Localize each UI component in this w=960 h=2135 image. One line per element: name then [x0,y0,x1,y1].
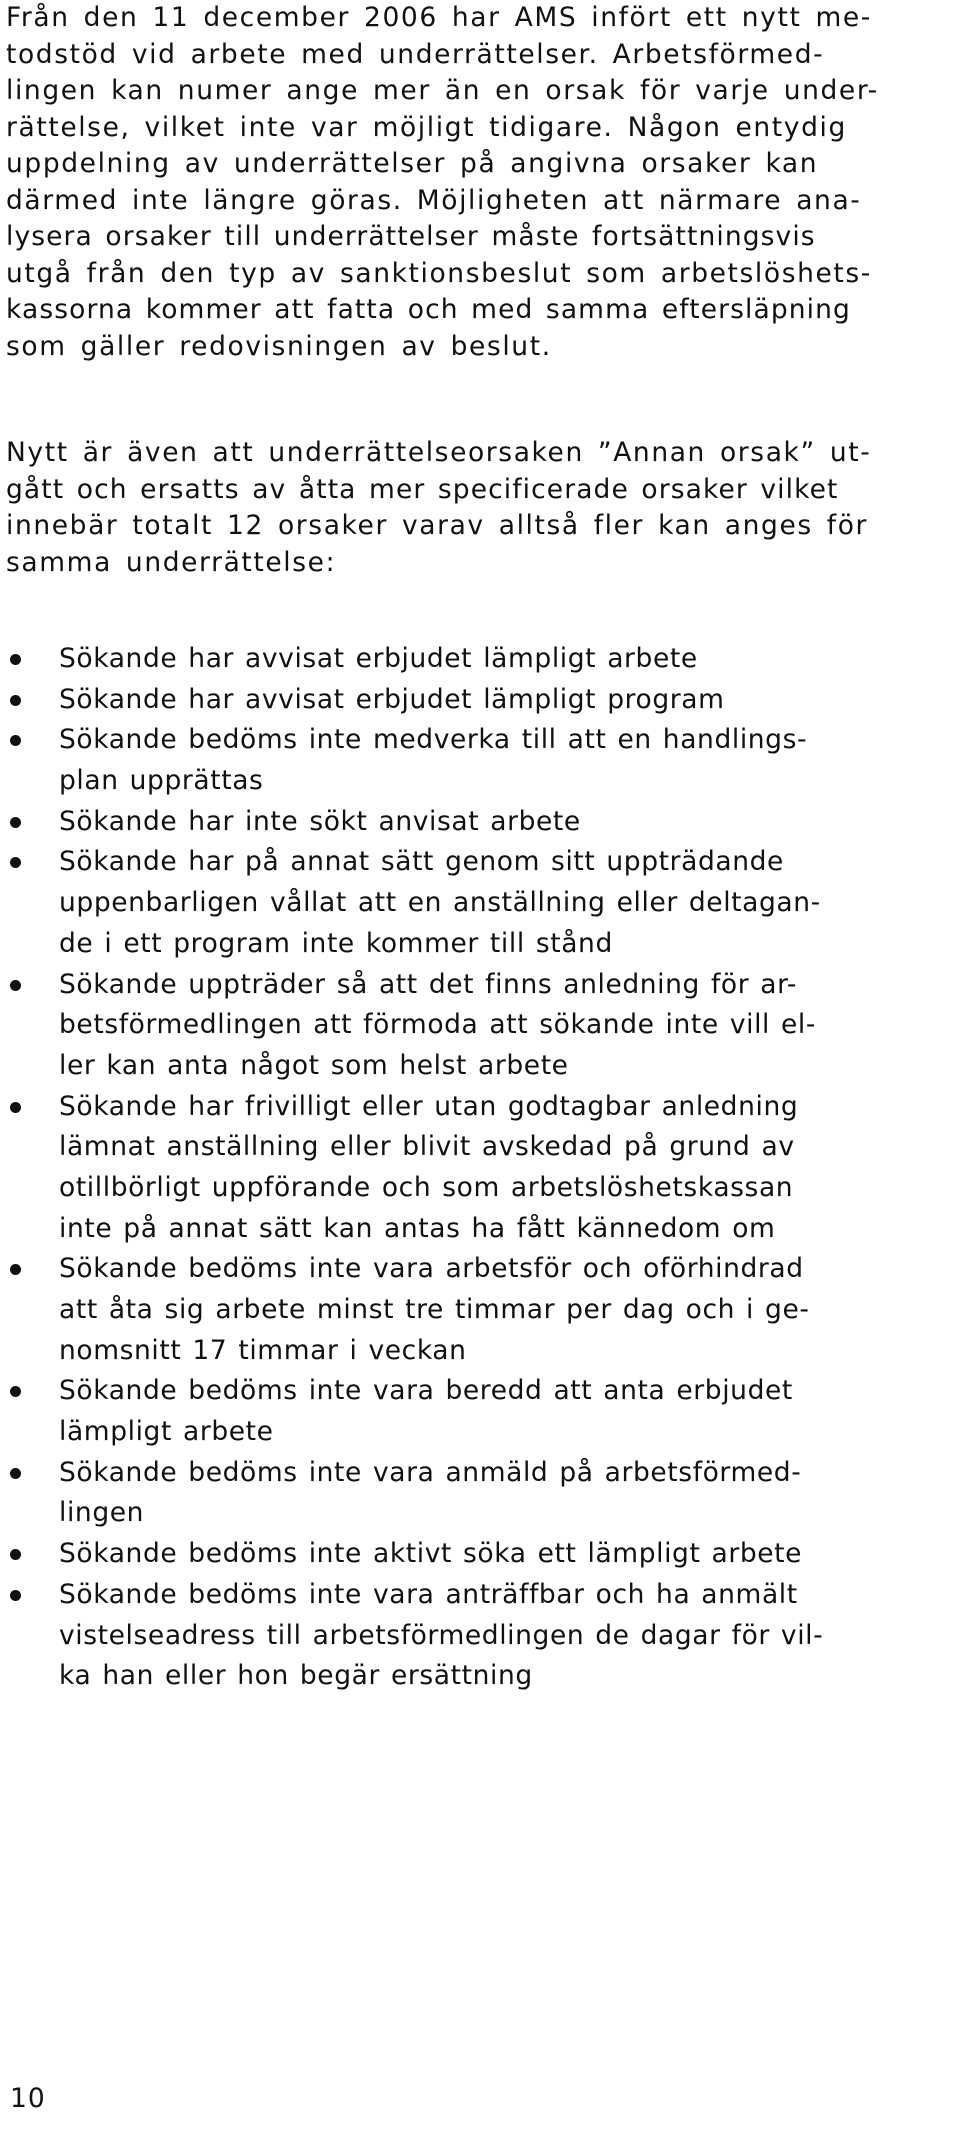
paragraph-line: därmed inte längre göras. Möjligheten att närmare ana- [6,184,862,216]
page-number: 10 [10,2083,46,2114]
paragraph-line: innebär totalt 12 orsaker varav alltså fler kan anges för [6,510,869,541]
paragraph-line: todstöd vid arbete med underrättelser. Arbetsförmed- [6,38,825,70]
list-item [6,720,823,801]
list-item [6,1371,823,1452]
list-item-line: Sökande har frivilligt eller utan godtagbar anledning [59,1090,799,1122]
list-item [6,639,823,680]
list-item-line: Sökande har inte sökt anvisat arbete [59,805,581,837]
list-item-line: Sökande har på annat sätt genom sitt uppträdande [59,846,784,878]
list-item-line: Sökande bedöms inte vara anmäld på arbetsförmed- [59,1456,802,1488]
list-item-line: plan upprättas [59,765,264,797]
list-item [6,1575,823,1697]
list-item [6,1087,823,1250]
list-item-line: vistelseadress till arbetsförmedlingen de dagar för vil- [59,1619,824,1651]
bullet-icon [10,817,21,828]
paragraph-line: rättelse, vilket inte var möjligt tidigare. Någon entydig [6,111,847,143]
paragraph-line: Från den 11 december 2006 har AMS infört ett nytt me- [6,2,872,33]
list-item-line: nomsnitt 17 timmar i veckan [59,1334,467,1366]
paragraph-ams-method-support [6,0,879,365]
list-item-line: Sökande bedöms inte medverka till att en handlings- [59,724,808,756]
bullet-icon [10,1102,21,1113]
paragraph-line: som gäller redovisningen av beslut. [6,330,552,362]
reason-bullet-list [6,639,823,1697]
paragraph-line: Nytt är även att underrättelseorsaken ”Annan orsak” ut- [6,437,872,468]
list-item [6,1453,823,1534]
bullet-icon [10,1264,21,1275]
bullet-icon [10,857,21,868]
list-item-line: lingen [59,1497,145,1529]
list-item [6,680,823,721]
bullet-icon [10,695,21,706]
paragraph-new-reasons [6,435,871,581]
bullet-icon [10,1386,21,1397]
list-item-line: uppenbarligen vållat att en anställning eller deltagan- [59,887,821,919]
list-item-line: ler kan anta något som helst arbete [59,1049,569,1081]
list-item-line: Sökande har avvisat erbjudet lämpligt program [59,683,725,715]
list-item-line: betsförmedlingen att förmoda att sökande inte vill el- [59,1009,817,1041]
bullet-icon [10,1590,21,1601]
paragraph-line: lysera orsaker till underrättelser måste fortsättningsvis [6,221,816,252]
list-item-line: Sökande uppträder så att det finns anledning för ar- [59,968,798,1000]
bullet-icon [10,980,21,991]
list-item-line: lämpligt arbete [59,1416,274,1448]
list-item [6,842,823,964]
paragraph-line: gått och ersatts av åtta mer specificerade orsaker vilket [6,473,839,505]
paragraph-line: uppdelning av underrättelser på angivna orsaker kan [6,148,819,179]
list-item [6,965,823,1087]
bullet-icon [10,1468,21,1479]
list-item-line: Sökande bedöms inte aktivt söka ett lämpligt arbete [59,1538,803,1570]
list-item-line: Sökande bedöms inte vara anträffbar och ha anmält [59,1578,798,1610]
list-item-line: Sökande bedöms inte vara beredd att anta erbjudet [59,1375,793,1407]
list-item-line: Sökande har avvisat erbjudet lämpligt arbete [59,643,698,674]
list-item-line: lämnat anställning eller blivit avskedad på grund av [59,1131,795,1163]
list-item-line: ka han eller hon begär ersättning [59,1660,533,1692]
list-item [6,1249,823,1371]
bullet-icon [10,1549,21,1560]
paragraph-line: utgå från den typ av sanktionsbeslut som arbetslöshets- [6,257,872,289]
list-item-line: att åta sig arbete minst tre timmar per dag och i ge- [59,1294,810,1325]
list-item [6,802,823,843]
list-item [6,1534,823,1575]
list-item-line: inte på annat sätt kan antas ha fått kännedom om [59,1212,776,1244]
bullet-icon [10,654,21,665]
list-item-line: otillbörligt uppförande och som arbetslöshetskassan [59,1171,794,1203]
list-item-line: de i ett program inte kommer till stånd [59,927,613,959]
list-item-line: Sökande bedöms inte vara arbetsför och oförhindrad [59,1253,804,1285]
bullet-icon [10,735,21,746]
paragraph-line: kassorna kommer att fatta och med samma eftersläpning [6,294,851,325]
paragraph-line: samma underrättelse: [6,546,337,578]
paragraph-line: lingen kan numer ange mer än en orsak för varje under- [6,75,879,106]
